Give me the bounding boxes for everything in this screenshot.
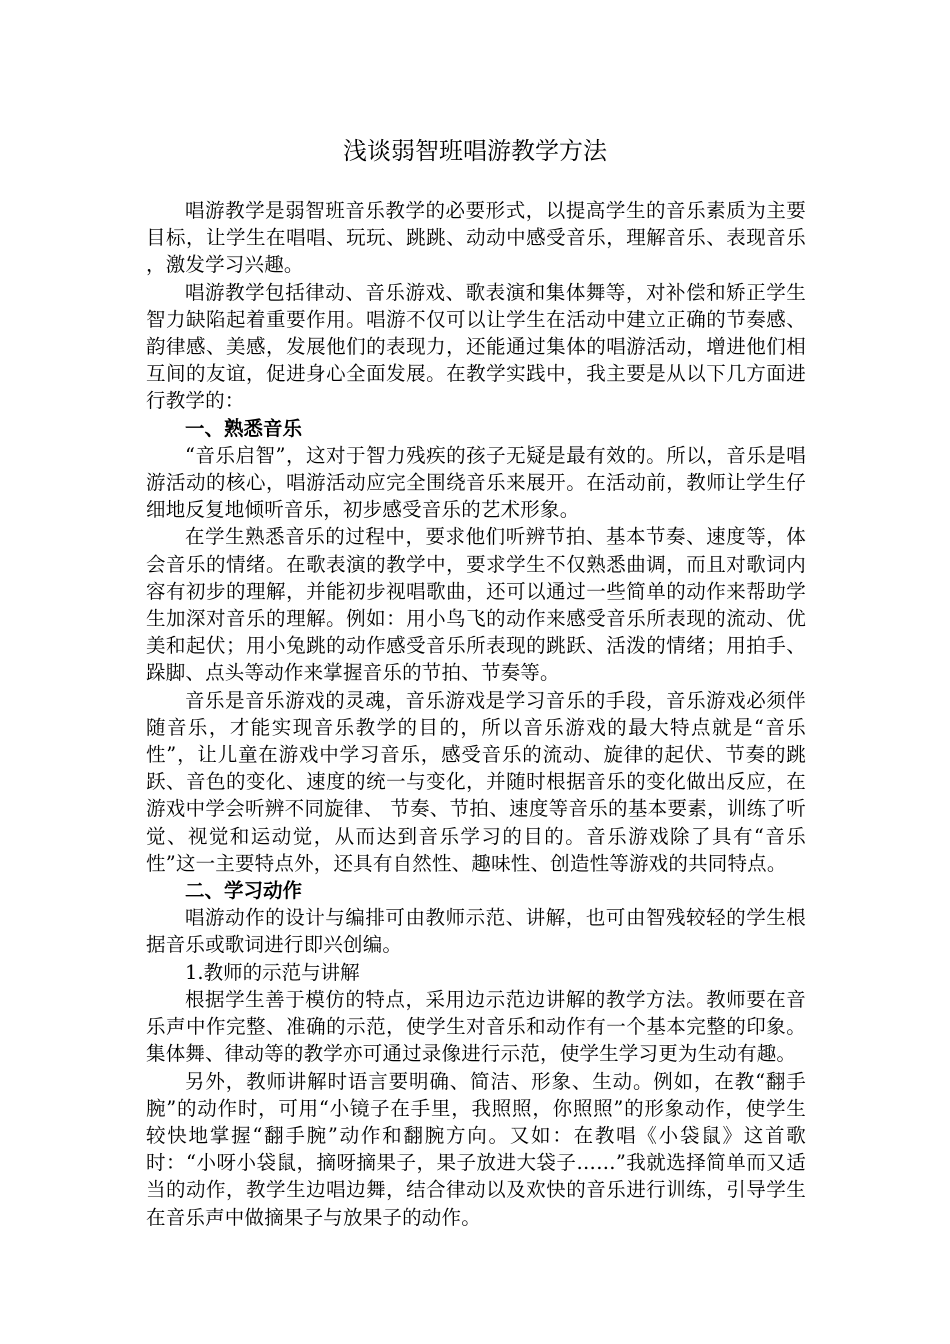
paragraph-demonstration: 根据学生善于模仿的特点，采用边示范边讲解的教学方法。教师要在音乐声中作完整、准确的示范，使学生对音乐和动作有一个基本完整的印象。集体舞、律动等的教学亦可通过录像进行示范，使学生学习更为生动有趣。 [146,987,806,1066]
subsection-heading-1: 1.教师的示范与讲解 [185,960,360,984]
paragraph-movement-design: 唱游动作的设计与编排可由教师示范、讲解，也可由智残较轻的学生根据音乐或歌词进行即兴创编。 [146,906,806,957]
section-heading-2: 二、学习动作 [185,879,303,903]
document-title: 浅谈弱智班唱游教学方法 [343,137,607,165]
paragraph-intro: 唱游教学是弱智班音乐教学的必要形式，以提高学生的音乐素质为主要目标，让学生在唱唱、玩玩、跳跳、动动中感受音乐，理解音乐、表现音乐 ，激发学习兴趣。 [146,199,806,277]
paragraph-explanation: 另外，教师讲解时语言要明确、简洁、形象、生动。例如，在教“翻手腕”的动作时，可用“小镜子在手里，我照照，你照照”的形象动作，使学生较快地掌握“翻手腕”动作和翻腕方向。又如：在教唱《小袋鼠》这首歌时：“小呀小袋鼠，摘呀摘果子，果子放进大袋子……”我就选择简单而又适当的动作，教学生边唱边舞，结合律动以及欢快的音乐进行训练，引导学生在音乐声中做摘果子与放果子的动作。 [146,1069,806,1229]
paragraph-overview: 唱游教学包括律动、音乐游戏、歌表演和集体舞等，对补偿和矫正学生智力缺陷起着重要作用。唱游不仅可以让学生在活动中建立正确的节奏感、韵律感、美感，发展他们的表现力，还能通过集体的唱游活动，增进他们相互间的友谊，促进身心全面发展。在教学实践中，我主要是从以下几方面进行教学的： [146,280,806,413]
paragraph-music-familiarize: 在学生熟悉音乐的过程中，要求他们听辨节拍、基本节奏、速度等，体会音乐的情绪。在歌表演的教学中，要求学生不仅熟悉曲调，而且对歌词内容有初步的理解，并能初步视唱歌曲，还可以通过一些简单的动作来帮助学生加深对音乐的理解。例如：用小鸟飞的动作来感受音乐所表现的流动、优美和起伏；用小兔跳的动作感受音乐所表现的跳跃、活泼的情绪；用拍手、跺脚、点头等动作来掌握音乐的节拍、节奏等。 [146,525,806,685]
document-body [146,197,806,1231]
paragraph-music-core: “音乐启智”，这对于智力残疾的孩子无疑是最有效的。所以，音乐是唱游活动的核心，唱游活动应完全围绕音乐来展开。在活动前，教师让学生仔细地反复地倾听音乐，初步感受音乐的艺术形象。 [146,443,806,522]
section-heading-1: 一、熟悉音乐 [185,416,303,440]
paragraph-music-game: 音乐是音乐游戏的灵魂，音乐游戏是学习音乐的手段，音乐游戏必须伴随音乐，才能实现音乐教学的目的，所以音乐游戏的最大特点就是“音乐性”，让儿童在游戏中学习音乐，感受音乐的流动、旋律的起伏、节奏的跳跃、音色的变化、速度的统一与变化，并随时根据音乐的变化做出反应，在游戏中学会听辨不同旋律、 节奏、节拍、速度等音乐的基本要素，训练了听觉、视觉和运动觉，从而达到音乐学习的目的。音乐游戏除了具有“音乐性”这一主要特点外，还具有自然性、趣味性、创造性等游戏的共同特点。 [146,688,806,875]
